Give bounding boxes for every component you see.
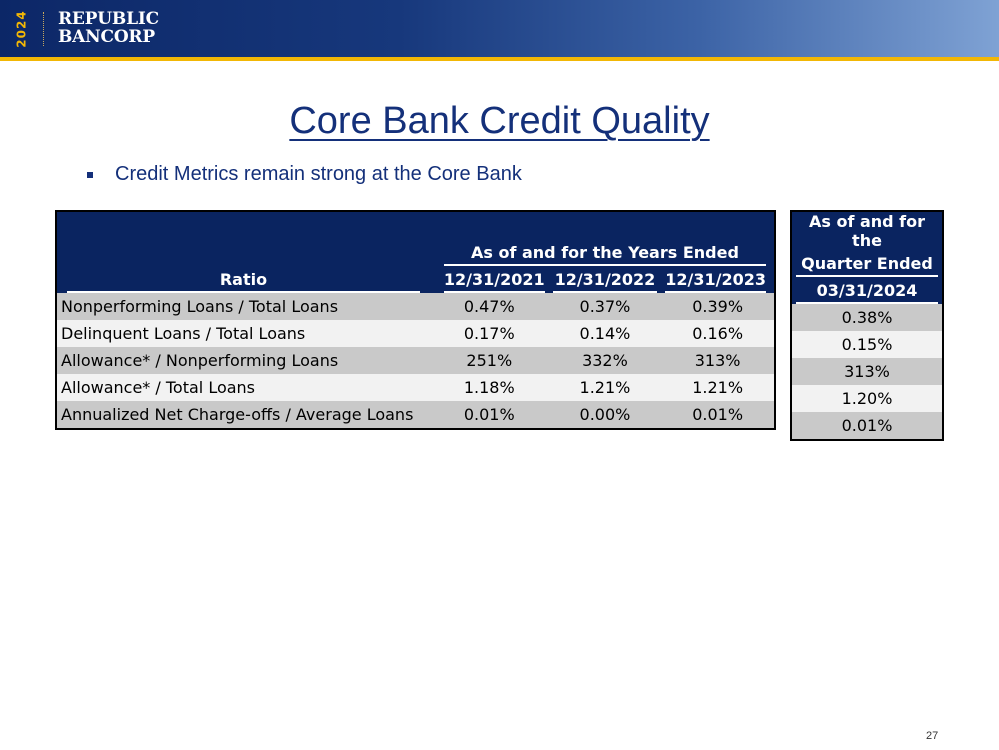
cell-value: 0.01% xyxy=(661,401,775,429)
cell-value: 0.15% xyxy=(791,331,943,358)
cell-value: 0.39% xyxy=(661,293,775,320)
ratio-column-header: Ratio xyxy=(67,270,420,293)
bullet-square-icon xyxy=(87,172,93,178)
table-row xyxy=(56,347,775,374)
republic-bancorp-logo xyxy=(58,10,159,46)
table-row xyxy=(791,385,943,412)
cell-value: 313% xyxy=(791,358,943,385)
cell-value: 332% xyxy=(549,347,662,374)
table-header-row-line1 xyxy=(791,211,943,250)
cell-value: 0.17% xyxy=(430,320,549,347)
cell-value: 1.21% xyxy=(549,374,662,401)
page-title: Core Bank Credit Quality xyxy=(289,100,710,142)
page-number: 27 xyxy=(926,730,939,742)
logo-line-1: REPUBLIC xyxy=(58,9,159,29)
cell-value: 0.16% xyxy=(661,320,775,347)
table-row xyxy=(791,412,943,440)
header-gold-rule xyxy=(0,57,999,61)
row-label: Allowance* / Nonperforming Loans xyxy=(56,347,430,374)
cell-value: 0.01% xyxy=(430,401,549,429)
years-group-header: As of and for the Years Ended xyxy=(444,243,766,266)
row-label: Nonperforming Loans / Total Loans xyxy=(56,293,430,320)
table-row xyxy=(56,293,775,320)
column-header-2022: 12/31/2022 xyxy=(553,270,658,293)
cell-value: 1.18% xyxy=(430,374,549,401)
cell-value: 0.37% xyxy=(549,293,662,320)
cell-value: 0.14% xyxy=(549,320,662,347)
table-row xyxy=(56,374,775,401)
cell-value: 251% xyxy=(430,347,549,374)
table-row xyxy=(791,331,943,358)
column-header-q1-2024: 03/31/2024 xyxy=(796,281,938,304)
year-label: 2024 xyxy=(15,10,29,48)
years-ratio-table xyxy=(55,210,776,430)
row-label: Annualized Net Charge-offs / Average Loans xyxy=(56,401,430,429)
bullet-item xyxy=(87,163,522,186)
table-header-row-line2 xyxy=(791,250,943,277)
row-label: Allowance* / Total Loans xyxy=(56,374,430,401)
cell-value: 1.21% xyxy=(661,374,775,401)
quarter-ratio-table xyxy=(790,210,944,441)
logo-line-2: BANCORP xyxy=(58,27,155,47)
quarter-header-line-1: As of and for the xyxy=(791,211,943,250)
cell-value: 0.47% xyxy=(430,293,549,320)
table-header-row-blank xyxy=(56,211,775,239)
table-header-row-columns xyxy=(56,266,775,293)
year-divider xyxy=(43,12,44,46)
table-header-row-columns xyxy=(791,277,943,304)
row-label: Delinquent Loans / Total Loans xyxy=(56,320,430,347)
header-banner xyxy=(0,0,999,60)
table-row xyxy=(56,401,775,429)
cell-value: 313% xyxy=(661,347,775,374)
bullet-text: Credit Metrics remain strong at the Core Bank xyxy=(115,163,522,185)
table-header-row-group xyxy=(56,239,775,266)
cell-value: 0.01% xyxy=(791,412,943,440)
quarter-header-line-2: Quarter Ended xyxy=(796,254,938,277)
column-header-2021: 12/31/2021 xyxy=(444,270,545,293)
column-header-2023: 12/31/2023 xyxy=(665,270,766,293)
table-row xyxy=(56,320,775,347)
table-row xyxy=(791,358,943,385)
cell-value: 1.20% xyxy=(791,385,943,412)
table-row xyxy=(791,304,943,331)
cell-value: 0.38% xyxy=(791,304,943,331)
cell-value: 0.00% xyxy=(549,401,662,429)
